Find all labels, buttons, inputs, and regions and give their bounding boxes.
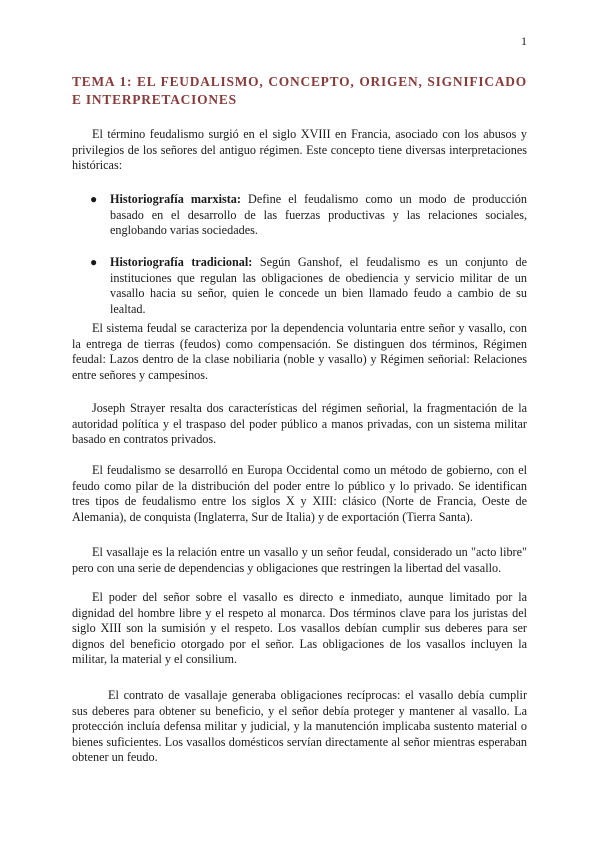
bullet-term: Historiografía tradicional: bbox=[110, 255, 253, 269]
paragraph-text: El feudalismo se desarrolló en Europa Occidental como un método de gobierno, con el feudo como pilar de la distribución del poder entre lo público y lo privado. Se identifican tres tipos de feudalismo entre los siglos X y XIII: clásico (Norte de Francia, Oeste de Alemania), de conquista (Inglaterra, Sur de Italia) y de exportación (Tierra Santa). bbox=[72, 463, 527, 524]
paragraph-text: El contrato de vasallaje generaba obligaciones recíprocas: el vasallo debía cumplir sus deberes para obtener su beneficio, y el señor debía proteger y mantener al vasallo. La protección incluía defensa militar y judicial, y la manutención implicaba sustento material o bienes suficientes. Los vasallos domésticos servían directamente al señor mientras esperaban obtener un feudo. bbox=[72, 688, 527, 765]
bullet-text: Define el feudalismo como un modo de producción basado en el desarrollo de las fuerzas productivas y las relaciones sociales, englobando varias sociedades. bbox=[110, 192, 527, 238]
bullet-dot-icon: ● bbox=[90, 192, 98, 206]
bullet-item-marxist bbox=[90, 192, 527, 239]
intro-text: El término feudalismo surgió en el siglo XVIII en Francia, asociado con los abusos y privilegios de los señores del antiguo régimen. Este concepto tiene diversas interpretaciones históricas: bbox=[72, 127, 527, 173]
bullet-term: Historiografía marxista: bbox=[110, 192, 241, 206]
paragraph-feudal-system bbox=[72, 321, 527, 383]
paragraph-contract bbox=[72, 688, 527, 766]
document-title: TEMA 1: EL FEUDALISMO, CONCEPTO, ORIGEN, SIGNIFICADO E INTERPRETACIONES bbox=[72, 74, 527, 107]
paragraph-text: Joseph Strayer resalta dos características del régimen señorial, la fragmentación de la autoridad política y el traspaso del poder público a manos privadas, con un sistema militar basado en contratos privados. bbox=[72, 401, 527, 447]
paragraph-vassalage bbox=[72, 545, 527, 576]
bullet-text: Según Ganshof, el feudalismo es un conjunto de instituciones que regulan las obligaciones de obediencia y servicio militar de un vasallo hacia su señor, quien le concede un bien llamado feudo a cambio de su lealtad. bbox=[110, 255, 527, 316]
paragraph-strayer bbox=[72, 401, 527, 448]
paragraph-text: El sistema feudal se caracteriza por la dependencia voluntaria entre señor y vasallo, con la entrega de tierras (feudos) como compensación. Se distinguen dos términos, Régimen feudal: Lazos dentro de la clase nobiliaria (noble y vasallo) y Régimen señorial: Relaciones entre señores y campesinos. bbox=[72, 321, 527, 382]
page-number: 1 bbox=[521, 34, 527, 48]
paragraph-europe bbox=[72, 463, 527, 525]
paragraph-lord-power bbox=[72, 590, 527, 668]
paragraph-text: El vasallaje es la relación entre un vasallo y un señor feudal, considerado un "acto libre" pero con una serie de dependencias y obligaciones que restringen la libertad del vasallo. bbox=[72, 545, 527, 575]
bullet-dot-icon: ● bbox=[90, 255, 98, 269]
bullet-item-traditional bbox=[90, 255, 527, 317]
intro-paragraph bbox=[72, 127, 527, 174]
paragraph-text: El poder del señor sobre el vasallo es directo e inmediato, aunque limitado por la dignidad del hombre libre y el respeto al monarca. Dos términos clave para los juristas del siglo XIII son la sumisión y el respeto. Los vasallos debían cumplir sus deberes para ser dignos del beneficio otorgado por el señor. Las obligaciones de los vasallos incluyen la militar, la material y el consilium. bbox=[72, 590, 527, 667]
